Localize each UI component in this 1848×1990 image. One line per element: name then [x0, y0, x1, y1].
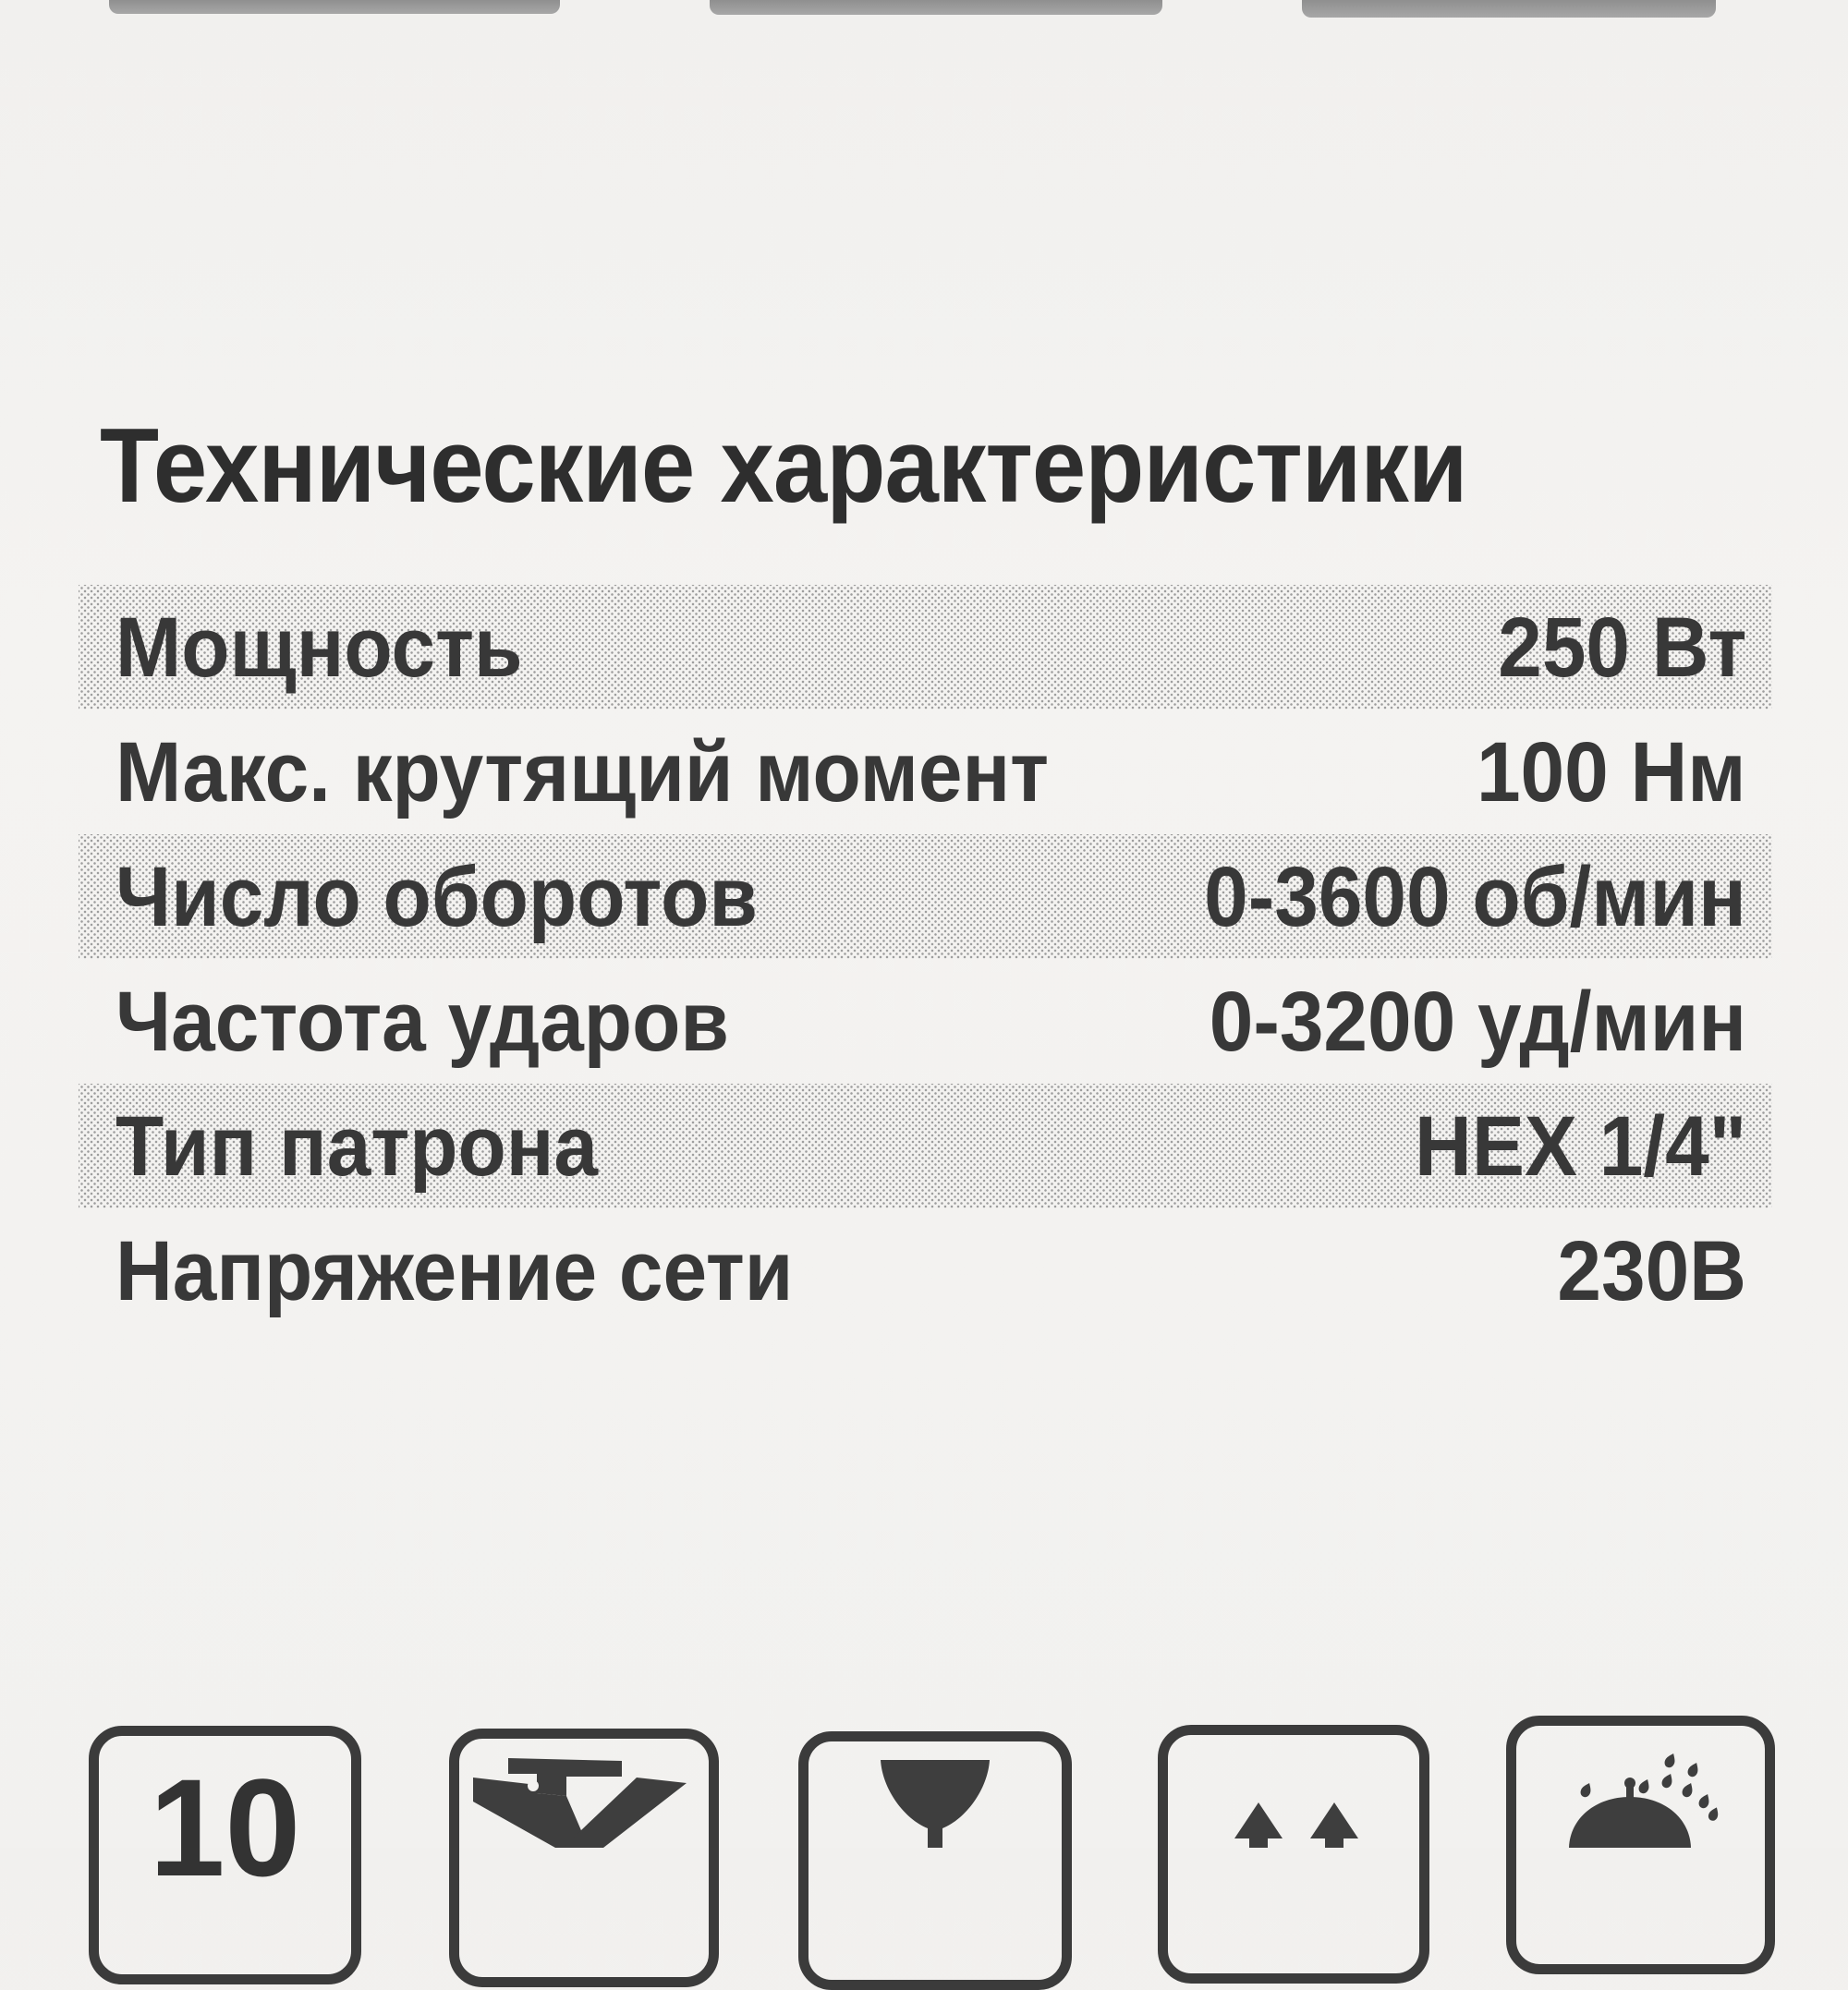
spec-row-torque — [79, 710, 1772, 834]
keep-dry-icon — [1506, 1716, 1775, 1974]
spec-label: Число оборотов — [116, 849, 758, 944]
recycling-icon — [449, 1729, 719, 1987]
spec-value: 250 Вт — [1497, 600, 1746, 695]
spec-row-chuck-type — [79, 1084, 1772, 1208]
spec-label: Напряжение сети — [116, 1223, 794, 1318]
spec-value: 0-3600 об/мин — [1204, 849, 1746, 944]
spec-label: Макс. крутящий момент — [116, 724, 1050, 819]
spec-row-impact-rate — [79, 959, 1772, 1084]
stacking-limit-10-icon — [89, 1726, 361, 1984]
stacking-limit-label: 10 — [149, 1750, 301, 1905]
spec-label: Мощность — [116, 600, 523, 695]
up-arrows-glyph — [1168, 1735, 1419, 1848]
recycling-glyph — [459, 1739, 709, 1848]
fragile-glass-icon — [798, 1731, 1072, 1990]
spec-row-power — [79, 585, 1772, 710]
spec-table — [79, 585, 1772, 1333]
spec-label: Тип патрона — [116, 1098, 599, 1194]
spec-value: 100 Нм — [1477, 724, 1746, 819]
spec-value: HEX 1/4" — [1414, 1098, 1746, 1194]
wine-glass-glyph — [808, 1741, 1062, 1848]
spec-row-rpm — [79, 834, 1772, 959]
page-title: Технические характеристики — [100, 407, 1467, 525]
spec-row-voltage — [79, 1208, 1772, 1333]
this-way-up-icon — [1158, 1725, 1429, 1984]
spec-label: Частота ударов — [116, 974, 729, 1069]
spec-value: 230В — [1557, 1223, 1746, 1318]
spec-value: 0-3200 уд/мин — [1209, 974, 1746, 1069]
top-cutoff-tab-1 — [109, 0, 560, 14]
top-cutoff-tab-3 — [1302, 0, 1716, 18]
umbrella-rain-glyph — [1516, 1726, 1765, 1848]
top-cutoff-tab-2 — [710, 0, 1162, 15]
